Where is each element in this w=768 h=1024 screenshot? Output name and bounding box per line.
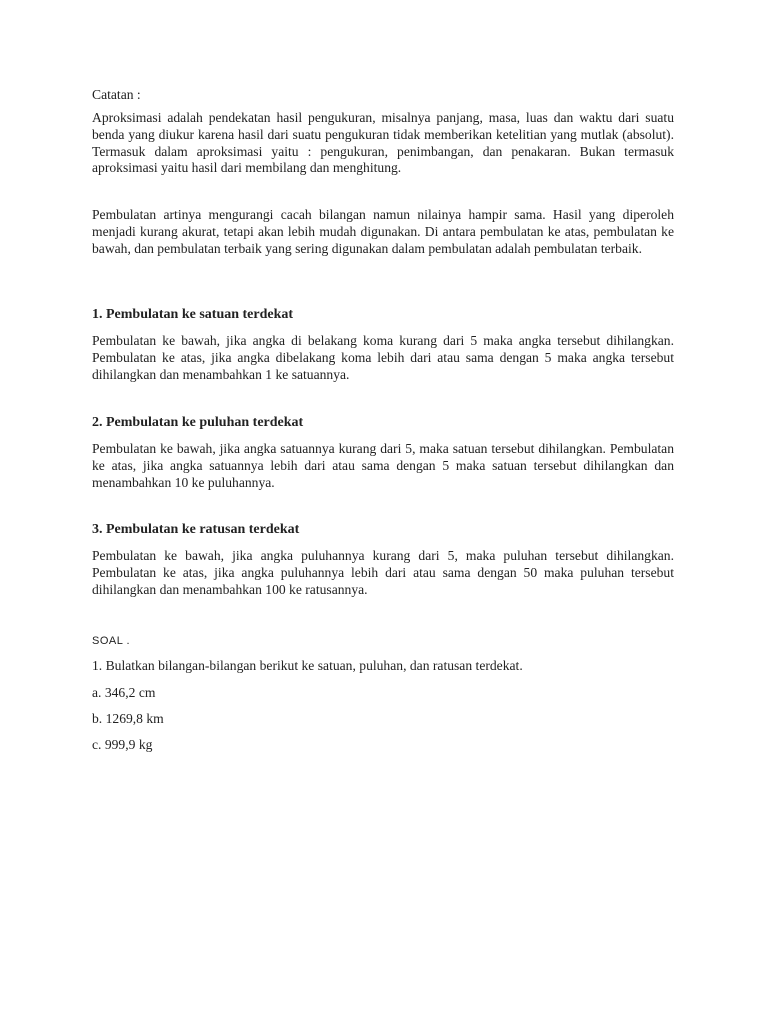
section-heading: 3. Pembulatan ke ratusan terdekat: [92, 522, 300, 537]
paragraph-pembulatan: Pembulatan artinya mengurangi cacah bilangan namun nilainya hampir sama. Hasil yang diperoleh menjadi kurang akurat, tetapi akan lebih mudah digunakan. Di antara pembulatan ke atas, pembulatan ke bawah, dan pembulatan terbaik yang sering digunakan dalam pembulatan adalah pembulatan terbaik.: [92, 207, 674, 256]
soal-label: SOAL .: [92, 635, 131, 647]
note-label: Catatan :: [92, 87, 141, 102]
paragraph-aproksimasi: Aproksimasi adalah pendekatan hasil pengukuran, misalnya panjang, masa, luas dan waktu dari suatu benda yang diukur karena hasil dari suatu pengukuran tidak memberikan ketelitian yang mutlak (absolut). Termasuk dalam aproksimasi yaitu : pengukuran, penimbangan, dan penakaran. Bukan termasuk aproksimasi yaitu hasil dari membilang dan menghitung.: [92, 110, 674, 176]
soal-item: c. 999,9 kg: [92, 737, 153, 752]
soal-item: a. 346,2 cm: [92, 685, 156, 700]
section-heading: 1. Pembulatan ke satuan terdekat: [92, 307, 294, 322]
soal-item: b. 1269,8 km: [92, 711, 164, 726]
section-heading: 2. Pembulatan ke puluhan terdekat: [92, 415, 304, 430]
soal-question: 1. Bulatkan bilangan-bilangan berikut ke satuan, puluhan, dan ratusan terdekat.: [92, 658, 523, 673]
section-body: Pembulatan ke bawah, jika angka di belakang koma kurang dari 5 maka angka tersebut dihilangkan. Pembulatan ke atas, jika angka dibelakang koma lebih dari atau sama dengan 5 maka angka tersebut dihilangkan dan menambahkan 1 ke satuannya.: [92, 333, 674, 382]
section-body: Pembulatan ke bawah, jika angka puluhannya kurang dari 5, maka puluhan tersebut dihilangkan. Pembulatan ke atas, jika angka puluhannya lebih dari atau sama dengan 50 maka puluhan tersebut dihilangkan dan menambahkan 100 ke ratusannya.: [92, 548, 674, 597]
section-body: Pembulatan ke bawah, jika angka satuannya kurang dari 5, maka satuan tersebut dihilangkan. Pembulatan ke atas, jika angka satuannya lebih dari atau sama dengan 5 maka satuan tersebut dihilangkan dan menambahkan 10 ke puluhannya.: [92, 441, 674, 490]
